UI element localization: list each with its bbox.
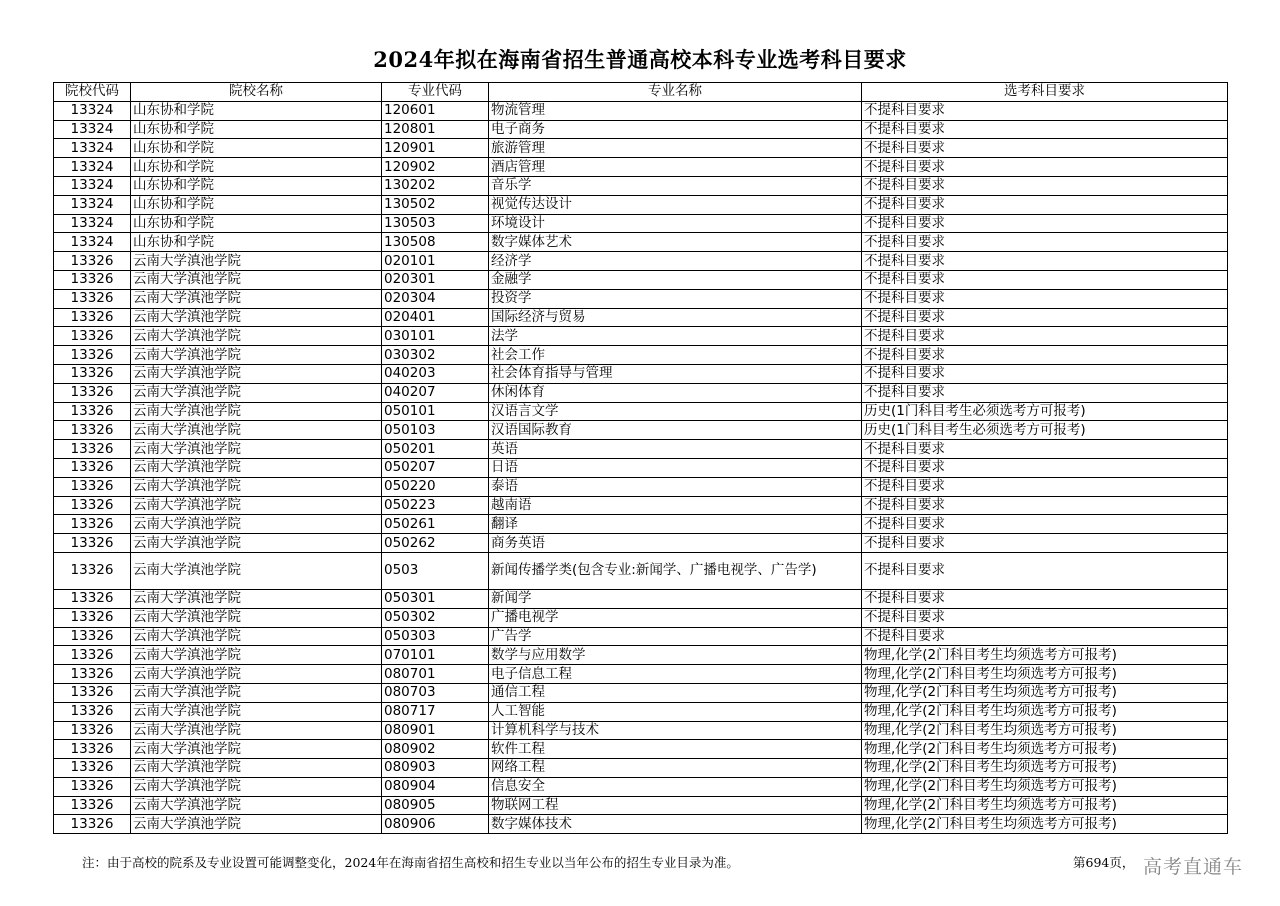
table-row [54,496,1228,515]
school-code-cell: 13326 [54,777,131,796]
school-code-cell: 13326 [54,364,131,383]
school-code-cell: 13326 [54,608,131,627]
table-row [54,402,1228,421]
major-code-cell: 0503 [382,552,489,589]
requirement-cell: 物理,化学(2门科目考生均须选考方可报考) [862,740,1228,759]
school-code-cell: 13324 [54,195,131,214]
school-code-cell: 13326 [54,534,131,553]
table-body [54,101,1228,833]
footer-note: 注：由于高校的院系及专业设置可能调整变化，2024年在海南省招生高校和招生专业以当年公布的招生专业目录为准。 [82,855,739,870]
requirement-cell: 不提科目要求 [862,101,1228,120]
table-row [54,608,1228,627]
major-name-cell: 经济学 [489,252,862,271]
major-name-cell: 泰语 [489,477,862,496]
table-row [54,214,1228,233]
table-row [54,101,1228,120]
table-row [54,195,1228,214]
major-code-cell: 080717 [382,702,489,721]
school-name-cell: 云南大学滇池学院 [131,346,382,365]
school-name-cell: 云南大学滇池学院 [131,402,382,421]
school-name-cell: 云南大学滇池学院 [131,421,382,440]
school-code-cell: 13326 [54,702,131,721]
school-name-cell: 云南大学滇池学院 [131,646,382,665]
table-row [54,364,1228,383]
table-row [54,327,1228,346]
requirement-cell: 不提科目要求 [862,608,1228,627]
school-code-cell: 13324 [54,101,131,120]
school-name-cell: 山东协和学院 [131,101,382,120]
major-code-cell: 050201 [382,440,489,459]
school-code-cell: 13326 [54,252,131,271]
school-name-cell: 云南大学滇池学院 [131,383,382,402]
major-name-cell: 电子商务 [489,120,862,139]
major-name-cell: 通信工程 [489,683,862,702]
major-name-cell: 旅游管理 [489,139,862,158]
school-code-cell: 13326 [54,796,131,815]
table-row [54,176,1228,195]
major-name-cell: 信息安全 [489,777,862,796]
major-code-cell: 120601 [382,101,489,120]
major-code-cell: 040207 [382,383,489,402]
school-code-cell: 13324 [54,158,131,177]
school-name-cell: 山东协和学院 [131,195,382,214]
major-name-cell: 商务英语 [489,534,862,553]
major-code-cell: 020301 [382,270,489,289]
page-title: 2024年拟在海南省招生普通高校本科专业选考科目要求 [373,47,907,72]
requirement-cell: 不提科目要求 [862,158,1228,177]
school-name-cell: 云南大学滇池学院 [131,721,382,740]
table-row [54,515,1228,534]
major-name-cell: 休闲体育 [489,383,862,402]
major-code-cell: 020304 [382,289,489,308]
table-row [54,308,1228,327]
major-code-cell: 080903 [382,759,489,778]
school-name-cell: 云南大学滇池学院 [131,702,382,721]
major-name-cell: 软件工程 [489,740,862,759]
requirement-cell: 不提科目要求 [862,327,1228,346]
school-code-cell: 13326 [54,383,131,402]
major-name-cell: 广告学 [489,627,862,646]
school-code-cell: 13324 [54,233,131,252]
major-code-cell: 080906 [382,815,489,834]
requirement-cell: 不提科目要求 [862,515,1228,534]
school-code-cell: 13326 [54,477,131,496]
major-name-cell: 物联网工程 [489,796,862,815]
school-code-cell: 13326 [54,646,131,665]
major-code-cell: 080703 [382,683,489,702]
school-code-cell: 13326 [54,289,131,308]
requirement-cell: 历史(1门科目考生必须选考方可报考) [862,421,1228,440]
requirement-cell: 不提科目要求 [862,496,1228,515]
school-name-cell: 云南大学滇池学院 [131,289,382,308]
major-code-cell: 080904 [382,777,489,796]
major-code-cell: 050302 [382,608,489,627]
major-code-cell: 030302 [382,346,489,365]
major-code-cell: 080901 [382,721,489,740]
requirement-cell: 不提科目要求 [862,176,1228,195]
major-name-cell: 新闻学 [489,589,862,608]
major-code-cell: 020101 [382,252,489,271]
table-header-row [54,83,1228,102]
school-name-cell: 云南大学滇池学院 [131,627,382,646]
school-name-cell: 云南大学滇池学院 [131,759,382,778]
major-name-cell: 音乐学 [489,176,862,195]
major-code-cell: 050101 [382,402,489,421]
major-code-cell: 050220 [382,477,489,496]
major-name-cell: 社会工作 [489,346,862,365]
school-name-cell: 云南大学滇池学院 [131,440,382,459]
school-name-cell: 云南大学滇池学院 [131,364,382,383]
major-code-cell: 050261 [382,515,489,534]
table-row [54,120,1228,139]
school-name-cell: 云南大学滇池学院 [131,589,382,608]
requirement-cell: 物理,化学(2门科目考生均须选考方可报考) [862,759,1228,778]
school-name-cell: 云南大学滇池学院 [131,740,382,759]
requirement-cell: 不提科目要求 [862,383,1228,402]
school-code-cell: 13326 [54,421,131,440]
school-name-cell: 云南大学滇池学院 [131,252,382,271]
table-row [54,421,1228,440]
major-name-cell: 国际经济与贸易 [489,308,862,327]
major-code-cell: 130508 [382,233,489,252]
school-code-cell: 13326 [54,815,131,834]
school-code-cell: 13324 [54,120,131,139]
major-code-cell: 080902 [382,740,489,759]
requirement-cell: 不提科目要求 [862,195,1228,214]
table-row [54,646,1228,665]
requirement-cell: 不提科目要求 [862,289,1228,308]
major-name-cell: 电子信息工程 [489,665,862,684]
header-school-code: 院校代码 [54,83,131,102]
header-school-name: 院校名称 [131,83,382,102]
major-name-cell: 金融学 [489,270,862,289]
school-name-cell: 云南大学滇池学院 [131,815,382,834]
table-row [54,477,1228,496]
school-name-cell: 山东协和学院 [131,214,382,233]
requirement-cell: 不提科目要求 [862,458,1228,477]
school-code-cell: 13326 [54,627,131,646]
school-code-cell: 13324 [54,139,131,158]
major-code-cell: 040203 [382,364,489,383]
requirement-cell: 物理,化学(2门科目考生均须选考方可报考) [862,777,1228,796]
table-row [54,534,1228,553]
requirement-cell: 不提科目要求 [862,534,1228,553]
major-code-cell: 050301 [382,589,489,608]
requirement-cell: 物理,化学(2门科目考生均须选考方可报考) [862,683,1228,702]
major-name-cell: 法学 [489,327,862,346]
table-row [54,740,1228,759]
table-row [54,440,1228,459]
requirement-cell: 物理,化学(2门科目考生均须选考方可报考) [862,721,1228,740]
major-name-cell: 投资学 [489,289,862,308]
school-name-cell: 云南大学滇池学院 [131,552,382,589]
major-code-cell: 030101 [382,327,489,346]
table-row [54,139,1228,158]
school-name-cell: 云南大学滇池学院 [131,308,382,327]
school-code-cell: 13326 [54,721,131,740]
major-name-cell: 酒店管理 [489,158,862,177]
school-name-cell: 云南大学滇池学院 [131,496,382,515]
header-major-code: 专业代码 [382,83,489,102]
major-code-cell: 050303 [382,627,489,646]
major-code-cell: 020401 [382,308,489,327]
school-code-cell: 13326 [54,515,131,534]
school-name-cell: 云南大学滇池学院 [131,327,382,346]
major-name-cell: 视觉传达设计 [489,195,862,214]
table-row [54,683,1228,702]
school-name-cell: 云南大学滇池学院 [131,534,382,553]
table-row [54,815,1228,834]
table-row [54,721,1228,740]
table-row [54,627,1228,646]
major-name-cell: 汉语言文学 [489,402,862,421]
requirement-cell: 物理,化学(2门科目考生均须选考方可报考) [862,815,1228,834]
school-name-cell: 山东协和学院 [131,120,382,139]
school-code-cell: 13326 [54,683,131,702]
requirement-cell: 物理,化学(2门科目考生均须选考方可报考) [862,796,1228,815]
requirement-cell: 不提科目要求 [862,214,1228,233]
major-code-cell: 120902 [382,158,489,177]
header-major-name: 专业名称 [489,83,862,102]
major-name-cell: 翻译 [489,515,862,534]
table-row [54,759,1228,778]
table-row [54,777,1228,796]
table-row [54,796,1228,815]
major-code-cell: 050103 [382,421,489,440]
requirement-cell: 不提科目要求 [862,440,1228,459]
requirement-cell: 不提科目要求 [862,552,1228,589]
requirement-cell: 不提科目要求 [862,477,1228,496]
table-row [54,665,1228,684]
major-code-cell: 130503 [382,214,489,233]
requirement-cell: 不提科目要求 [862,308,1228,327]
major-name-cell: 物流管理 [489,101,862,120]
school-name-cell: 山东协和学院 [131,139,382,158]
major-code-cell: 130502 [382,195,489,214]
requirement-cell: 不提科目要求 [862,346,1228,365]
table-row [54,252,1228,271]
major-name-cell: 越南语 [489,496,862,515]
page-number: 第694页， [1073,855,1135,870]
school-name-cell: 云南大学滇池学院 [131,608,382,627]
major-name-cell: 社会体育指导与管理 [489,364,862,383]
school-name-cell: 云南大学滇池学院 [131,683,382,702]
major-code-cell: 120801 [382,120,489,139]
major-code-cell: 130202 [382,176,489,195]
requirement-cell: 不提科目要求 [862,589,1228,608]
requirement-cell: 物理,化学(2门科目考生均须选考方可报考) [862,702,1228,721]
table-row [54,552,1228,589]
header-requirement: 选考科目要求 [862,83,1228,102]
major-name-cell: 计算机科学与技术 [489,721,862,740]
school-code-cell: 13324 [54,176,131,195]
school-name-cell: 山东协和学院 [131,176,382,195]
school-name-cell: 云南大学滇池学院 [131,515,382,534]
major-name-cell: 网络工程 [489,759,862,778]
school-code-cell: 13326 [54,346,131,365]
school-code-cell: 13326 [54,327,131,346]
requirement-cell: 不提科目要求 [862,120,1228,139]
requirement-cell: 不提科目要求 [862,627,1228,646]
requirement-cell: 物理,化学(2门科目考生均须选考方可报考) [862,646,1228,665]
school-code-cell: 13326 [54,589,131,608]
school-code-cell: 13326 [54,402,131,421]
school-name-cell: 云南大学滇池学院 [131,777,382,796]
major-name-cell: 数字媒体技术 [489,815,862,834]
table-row [54,589,1228,608]
school-name-cell: 云南大学滇池学院 [131,477,382,496]
major-name-cell: 人工智能 [489,702,862,721]
school-name-cell: 山东协和学院 [131,158,382,177]
requirement-cell: 不提科目要求 [862,139,1228,158]
requirement-cell: 物理,化学(2门科目考生均须选考方可报考) [862,665,1228,684]
school-code-cell: 13326 [54,458,131,477]
major-name-cell: 日语 [489,458,862,477]
major-code-cell: 050262 [382,534,489,553]
table-row [54,383,1228,402]
requirement-cell: 不提科目要求 [862,270,1228,289]
requirement-cell: 历史(1门科目考生必须选考方可报考) [862,402,1228,421]
school-code-cell: 13326 [54,759,131,778]
requirements-table [53,82,1228,834]
major-name-cell: 数学与应用数学 [489,646,862,665]
major-name-cell: 新闻传播学类(包含专业:新闻学、广播电视学、广告学) [489,552,862,589]
table-row [54,346,1228,365]
school-code-cell: 13326 [54,440,131,459]
major-name-cell: 汉语国际教育 [489,421,862,440]
table-row [54,702,1228,721]
major-name-cell: 广播电视学 [489,608,862,627]
requirement-cell: 不提科目要求 [862,252,1228,271]
school-name-cell: 云南大学滇池学院 [131,665,382,684]
major-name-cell: 环境设计 [489,214,862,233]
requirement-cell: 不提科目要求 [862,233,1228,252]
major-code-cell: 080905 [382,796,489,815]
school-name-cell: 山东协和学院 [131,233,382,252]
major-code-cell: 050223 [382,496,489,515]
school-name-cell: 云南大学滇池学院 [131,796,382,815]
school-code-cell: 13326 [54,740,131,759]
major-name-cell: 英语 [489,440,862,459]
school-code-cell: 13326 [54,496,131,515]
school-code-cell: 13326 [54,552,131,589]
major-code-cell: 120901 [382,139,489,158]
table-row [54,270,1228,289]
requirement-cell: 不提科目要求 [862,364,1228,383]
school-code-cell: 13324 [54,214,131,233]
school-code-cell: 13326 [54,665,131,684]
major-code-cell: 070101 [382,646,489,665]
watermark: 高考直通车 [1143,856,1244,878]
major-name-cell: 数字媒体艺术 [489,233,862,252]
major-code-cell: 080701 [382,665,489,684]
school-code-cell: 13326 [54,270,131,289]
school-code-cell: 13326 [54,308,131,327]
school-name-cell: 云南大学滇池学院 [131,458,382,477]
table-row [54,458,1228,477]
table-row [54,289,1228,308]
school-name-cell: 云南大学滇池学院 [131,270,382,289]
table-row [54,158,1228,177]
table-row [54,233,1228,252]
major-code-cell: 050207 [382,458,489,477]
